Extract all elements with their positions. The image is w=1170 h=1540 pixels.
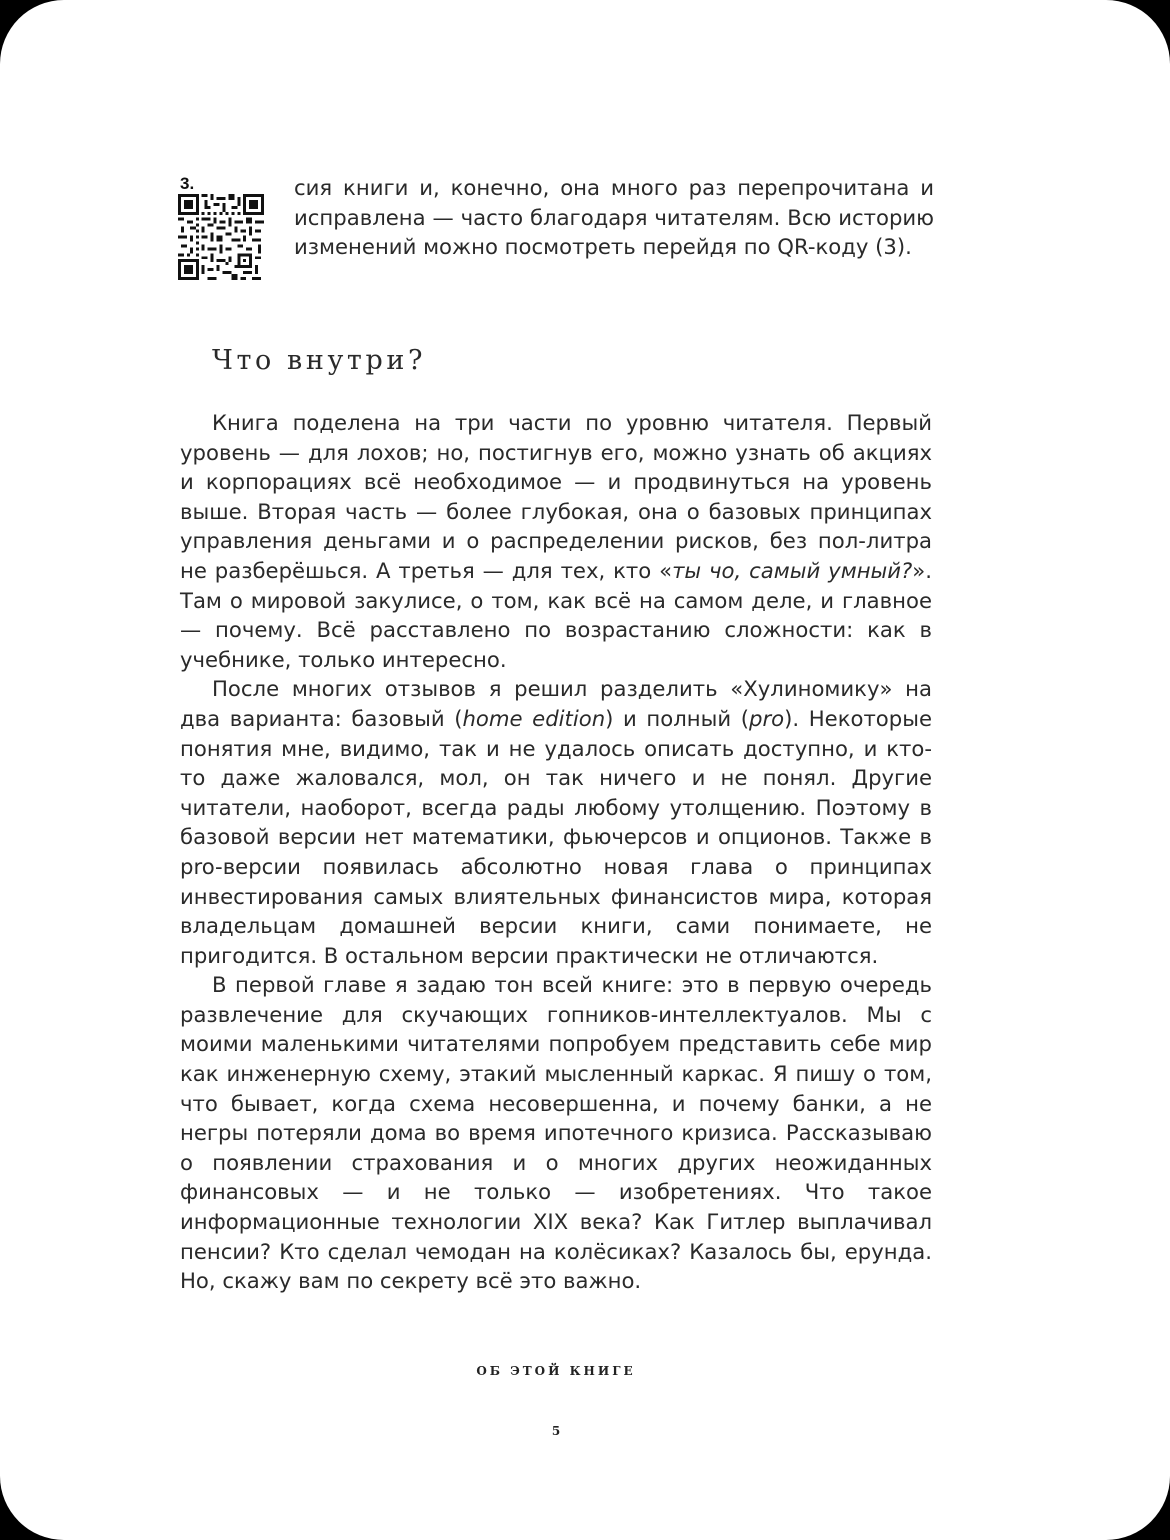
pro-emphasis: pro [749,705,785,731]
home-edition-emphasis: home edition [462,705,606,731]
section-content [180,408,932,1296]
paragraph-1-emphasis: ты чо, самый умный? [672,557,913,583]
paragraph-2: После многих отзывов я решил разделить «Хулиномику» на два варианта: базовый (home edition) и полный (pro). Некоторые понятия мне, видимо, так и не удалось описать доступно, и кто-то даже жаловался, мол, он так ничего и не понял. Другие читатели, наоборот, всегда рады любому утолщению. Поэтому в базовой версии нет математики, фьючерсов и опционов. Также в pro-версии появилась абсолютно новая глава о принципах инвестирования самых влиятельных финансистов мира, которая владельцам домашней версии книги, сами понимаете, не пригодится. В остальном версии практически не отличаются. [180,676,932,968]
paragraph-1: Книга поделена на три части по уровню читателя. Первый уровень — для лохов; но, постигнув его, можно узнать об акциях и корпорациях всё необходимое — и продвинуться на уровень выше. Вторая часть — более глубокая, она о базовых принципах управления деньгами и о распределении рисков, без пол-литра не разберёшься. А третья — для тех, кто «ты чо, самый умный?». Там о мировой закулисе, о том, как всё на самом деле, и главное — почему. Всё расставлено по возрастанию сложности: как в учебнике, только интересно. [180,410,932,672]
section-heading: Что внутри? [212,345,427,376]
running-footer: ОБ ЭТОЙ КНИГЕ [476,1364,636,1378]
paragraph-3: В первой главе я задаю тон всей книге: это в первую очередь развлечение для скучающих гопников-интеллектуалов. Мы с моими маленькими читателями попробуем представить себе мир как инженерную схему, этакий мысленный каркас. Я пишу о том, что бывает, когда схема несовершенна, и почему банки, а не негры потеряли дома во время ипотечного кризиса. Рассказываю о появлении страхования и о многих других неожиданных финансовых — и не только — изобретениях. Что такое информационные технологии XIX века? Как Гитлер выплачивал пенсии? Кто сделал чемодан на колёсиках? Казалось бы, ерунда. Но, скажу вам по секрету всё это важно. [180,972,932,1294]
page-number: 5 [551,1424,561,1438]
intro-paragraph: сия книги и, конечно, она много раз перепрочитана и исправлена — часто благодаря читателям. Всю историю изменений можно посмотреть перейдя по QR-коду (3). [294,175,934,260]
qr-code-image[interactable] [178,194,264,280]
qr-number: 3. [180,174,195,193]
qr-block [178,174,268,284]
